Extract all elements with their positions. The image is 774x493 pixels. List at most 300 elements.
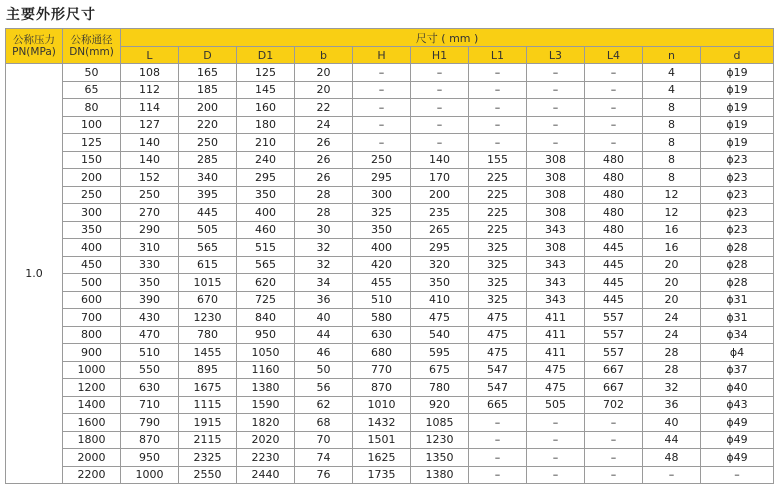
table-cell: –	[527, 64, 585, 82]
table-row	[6, 169, 774, 187]
table-cell: 240	[237, 151, 295, 169]
table-cell: 600	[63, 291, 121, 309]
table-cell: ϕ28	[701, 256, 774, 274]
table-row	[6, 466, 774, 484]
table-cell: 870	[353, 379, 411, 397]
table-cell: 515	[237, 239, 295, 257]
table-cell: 295	[411, 239, 469, 257]
table-cell: 350	[121, 274, 179, 292]
table-cell: 68	[295, 414, 353, 432]
table-row	[6, 326, 774, 344]
table-cell: 475	[411, 309, 469, 327]
table-row	[6, 361, 774, 379]
table-cell: 1000	[63, 361, 121, 379]
table-cell: –	[469, 81, 527, 99]
table-cell: 430	[121, 309, 179, 327]
table-row	[6, 309, 774, 327]
header-pn-line2: PN(MPa)	[12, 46, 56, 58]
table-cell: 100	[63, 116, 121, 134]
table-cell: 308	[527, 151, 585, 169]
table-cell: –	[585, 431, 643, 449]
table-cell: 700	[63, 309, 121, 327]
table-cell: ϕ37	[701, 361, 774, 379]
table-cell: 308	[527, 169, 585, 187]
column-header-h1: H1	[411, 47, 469, 64]
table-cell: 900	[63, 344, 121, 362]
table-cell: 667	[585, 379, 643, 397]
table-cell: 26	[295, 169, 353, 187]
table-cell: ϕ23	[701, 204, 774, 222]
column-header-l4: L4	[585, 47, 643, 64]
table-cell: 557	[585, 344, 643, 362]
table-cell: –	[527, 466, 585, 484]
table-cell: –	[585, 134, 643, 152]
table-cell: 1400	[63, 396, 121, 414]
table-cell: 295	[353, 169, 411, 187]
table-cell: 325	[469, 274, 527, 292]
column-header-l3: L3	[527, 47, 585, 64]
table-row	[6, 344, 774, 362]
table-cell: 32	[295, 239, 353, 257]
header-dn	[63, 29, 121, 64]
table-cell: –	[527, 81, 585, 99]
table-cell: 557	[585, 326, 643, 344]
table-cell: 250	[121, 186, 179, 204]
table-cell: 220	[179, 116, 237, 134]
table-cell: 670	[179, 291, 237, 309]
table-cell: 235	[411, 204, 469, 222]
table-cell: 343	[527, 291, 585, 309]
table-cell: 1915	[179, 414, 237, 432]
table-cell: –	[527, 134, 585, 152]
table-row	[6, 414, 774, 432]
table-cell: 505	[527, 396, 585, 414]
table-cell: 395	[179, 186, 237, 204]
table-cell: 28	[643, 344, 701, 362]
table-cell: 26	[295, 151, 353, 169]
table-cell: 24	[643, 326, 701, 344]
table-cell: 480	[585, 169, 643, 187]
table-cell: 200	[411, 186, 469, 204]
table-cell: 630	[121, 379, 179, 397]
table-cell: 8	[643, 151, 701, 169]
table-cell: 8	[643, 134, 701, 152]
table-cell: 300	[63, 204, 121, 222]
pn-cell: 1.0	[6, 64, 63, 484]
table-cell: 225	[469, 204, 527, 222]
table-cell: 550	[121, 361, 179, 379]
table-cell: –	[527, 431, 585, 449]
table-cell: –	[469, 134, 527, 152]
table-cell: –	[469, 466, 527, 484]
table-cell: 295	[237, 169, 295, 187]
table-cell: 34	[295, 274, 353, 292]
table-cell: 580	[353, 309, 411, 327]
table-cell: 320	[411, 256, 469, 274]
table-cell: 1010	[353, 396, 411, 414]
table-cell: 308	[527, 239, 585, 257]
table-cell: 2230	[237, 449, 295, 467]
table-cell: 40	[643, 414, 701, 432]
table-cell: 343	[527, 256, 585, 274]
table-cell: 557	[585, 309, 643, 327]
table-cell: 250	[353, 151, 411, 169]
column-header-l1: L1	[469, 47, 527, 64]
table-row	[6, 116, 774, 134]
table-cell: 140	[121, 134, 179, 152]
table-cell: 475	[469, 344, 527, 362]
table-cell: 565	[237, 256, 295, 274]
table-cell: 565	[179, 239, 237, 257]
table-cell: 112	[121, 81, 179, 99]
table-cell: 445	[179, 204, 237, 222]
table-row	[6, 186, 774, 204]
table-cell: 595	[411, 344, 469, 362]
table-row	[6, 134, 774, 152]
table-cell: 1820	[237, 414, 295, 432]
table-row	[6, 379, 774, 397]
table-cell: –	[585, 116, 643, 134]
table-cell: 480	[585, 221, 643, 239]
table-cell: 290	[121, 221, 179, 239]
table-cell: 400	[237, 204, 295, 222]
table-cell: –	[411, 64, 469, 82]
table-cell: 702	[585, 396, 643, 414]
column-header-l: L	[121, 47, 179, 64]
table-cell: 790	[121, 414, 179, 432]
table-cell: 310	[121, 239, 179, 257]
table-cell: 32	[295, 256, 353, 274]
table-cell: 20	[295, 81, 353, 99]
table-cell: 150	[63, 151, 121, 169]
table-cell: 325	[469, 291, 527, 309]
table-cell: 1380	[237, 379, 295, 397]
table-cell: 2115	[179, 431, 237, 449]
table-cell: 950	[237, 326, 295, 344]
table-cell: 343	[527, 221, 585, 239]
table-cell: 411	[527, 309, 585, 327]
table-cell: 950	[121, 449, 179, 467]
table-cell: –	[585, 449, 643, 467]
table-cell: 46	[295, 344, 353, 362]
table-cell: 420	[353, 256, 411, 274]
table-cell: 325	[469, 256, 527, 274]
table-cell: –	[469, 431, 527, 449]
table-cell: ϕ19	[701, 81, 774, 99]
table-cell: ϕ19	[701, 134, 774, 152]
table-cell: –	[353, 134, 411, 152]
table-row	[6, 396, 774, 414]
table-cell: 1590	[237, 396, 295, 414]
table-cell: 400	[63, 239, 121, 257]
table-cell: 210	[237, 134, 295, 152]
table-cell: 510	[121, 344, 179, 362]
table-cell: 140	[411, 151, 469, 169]
table-row	[6, 151, 774, 169]
table-cell: 1800	[63, 431, 121, 449]
table-cell: 1432	[353, 414, 411, 432]
table-cell: 1501	[353, 431, 411, 449]
table-cell: 350	[353, 221, 411, 239]
table-cell: 24	[643, 309, 701, 327]
table-cell: 127	[121, 116, 179, 134]
page-title: 主要外形尺寸	[6, 7, 96, 23]
table-cell: 50	[295, 361, 353, 379]
table-cell: 28	[295, 186, 353, 204]
table-cell: 160	[237, 99, 295, 117]
table-cell: 48	[643, 449, 701, 467]
table-cell: 665	[469, 396, 527, 414]
table-cell: 12	[643, 186, 701, 204]
table-cell: 1350	[411, 449, 469, 467]
table-cell: ϕ23	[701, 186, 774, 204]
table-cell: –	[585, 414, 643, 432]
table-cell: –	[527, 116, 585, 134]
table-cell: 445	[585, 256, 643, 274]
table-cell: 200	[63, 169, 121, 187]
table-cell: 411	[527, 326, 585, 344]
table-cell: 108	[121, 64, 179, 82]
table-cell: 630	[353, 326, 411, 344]
table-cell: 620	[237, 274, 295, 292]
table-cell: –	[585, 81, 643, 99]
header-dn-line2: DN(mm)	[69, 46, 114, 58]
table-cell: 1200	[63, 379, 121, 397]
table-cell: 400	[353, 239, 411, 257]
table-cell: 780	[411, 379, 469, 397]
table-cell: 80	[63, 99, 121, 117]
table-cell: ϕ31	[701, 291, 774, 309]
table-cell: 140	[121, 151, 179, 169]
table-cell: 8	[643, 169, 701, 187]
table-cell: –	[527, 449, 585, 467]
table-cell: 170	[411, 169, 469, 187]
table-cell: 16	[643, 221, 701, 239]
table-cell: 1455	[179, 344, 237, 362]
table-cell: ϕ19	[701, 116, 774, 134]
table-cell: –	[701, 466, 774, 484]
table-cell: 44	[295, 326, 353, 344]
table-cell: –	[411, 81, 469, 99]
table-cell: ϕ23	[701, 221, 774, 239]
table-cell: 475	[527, 379, 585, 397]
table-cell: ϕ43	[701, 396, 774, 414]
table-cell: ϕ49	[701, 414, 774, 432]
table-row	[6, 81, 774, 99]
table-cell: ϕ28	[701, 274, 774, 292]
table-cell: ϕ23	[701, 151, 774, 169]
table-cell: 350	[411, 274, 469, 292]
table-cell: ϕ49	[701, 449, 774, 467]
table-cell: –	[643, 466, 701, 484]
dimensions-table	[5, 28, 774, 484]
table-cell: ϕ40	[701, 379, 774, 397]
table-cell: 145	[237, 81, 295, 99]
table-cell: 20	[295, 64, 353, 82]
table-cell: 540	[411, 326, 469, 344]
header-dimensions-group: 尺寸 ( mm )	[121, 29, 774, 47]
table-cell: 225	[469, 169, 527, 187]
table-cell: 445	[585, 239, 643, 257]
column-header-d: d	[701, 47, 774, 64]
table-cell: 76	[295, 466, 353, 484]
table-cell: 12	[643, 204, 701, 222]
header-pn	[6, 29, 63, 64]
table-cell: 285	[179, 151, 237, 169]
table-cell: –	[527, 99, 585, 117]
table-cell: 1675	[179, 379, 237, 397]
column-header-h: H	[353, 47, 411, 64]
table-cell: 325	[353, 204, 411, 222]
table-cell: 710	[121, 396, 179, 414]
table-cell: –	[469, 116, 527, 134]
table-cell: 340	[179, 169, 237, 187]
table-row	[6, 204, 774, 222]
table-cell: 330	[121, 256, 179, 274]
table-cell: 480	[585, 151, 643, 169]
table-cell: 350	[63, 221, 121, 239]
table-cell: 475	[527, 361, 585, 379]
table-cell: 36	[643, 396, 701, 414]
table-cell: 1230	[411, 431, 469, 449]
table-cell: ϕ4	[701, 344, 774, 362]
table-cell: ϕ49	[701, 431, 774, 449]
table-row	[6, 239, 774, 257]
header-dn-line1: 公称通径	[70, 34, 113, 46]
table-cell: –	[585, 466, 643, 484]
table-cell: 840	[237, 309, 295, 327]
table-cell: 675	[411, 361, 469, 379]
table-cell: 8	[643, 116, 701, 134]
table-cell: 460	[237, 221, 295, 239]
table-row	[6, 221, 774, 239]
table-row	[6, 64, 774, 82]
table-cell: 36	[295, 291, 353, 309]
table-cell: –	[353, 81, 411, 99]
table-cell: 62	[295, 396, 353, 414]
table-cell: 325	[469, 239, 527, 257]
table-cell: 445	[585, 291, 643, 309]
table-cell: 74	[295, 449, 353, 467]
table-cell: 480	[585, 204, 643, 222]
table-row	[6, 291, 774, 309]
table-cell: 1230	[179, 309, 237, 327]
table-cell: 500	[63, 274, 121, 292]
table-cell: 1085	[411, 414, 469, 432]
table-cell: 800	[63, 326, 121, 344]
table-cell: ϕ23	[701, 169, 774, 187]
table-cell: 920	[411, 396, 469, 414]
table-cell: 2000	[63, 449, 121, 467]
table-cell: 16	[643, 239, 701, 257]
table-cell: 455	[353, 274, 411, 292]
table-cell: ϕ34	[701, 326, 774, 344]
table-cell: 480	[585, 186, 643, 204]
table-cell: 505	[179, 221, 237, 239]
table-cell: 125	[63, 134, 121, 152]
table-cell: 65	[63, 81, 121, 99]
table-cell: 1115	[179, 396, 237, 414]
table-cell: 152	[121, 169, 179, 187]
table-cell: 2550	[179, 466, 237, 484]
table-cell: –	[527, 414, 585, 432]
table-cell: 2325	[179, 449, 237, 467]
table-row	[6, 99, 774, 117]
table-cell: 20	[643, 274, 701, 292]
table-cell: 1050	[237, 344, 295, 362]
table-cell: 22	[295, 99, 353, 117]
table-cell: –	[469, 414, 527, 432]
table-cell: 20	[643, 256, 701, 274]
table-cell: 250	[179, 134, 237, 152]
table-cell: –	[469, 449, 527, 467]
table-cell: 870	[121, 431, 179, 449]
header-pn-line1: 公称压力	[13, 34, 55, 46]
table-cell: 547	[469, 379, 527, 397]
table-cell: 725	[237, 291, 295, 309]
table-cell: 4	[643, 64, 701, 82]
table-cell: 114	[121, 99, 179, 117]
table-cell: 70	[295, 431, 353, 449]
table-cell: 44	[643, 431, 701, 449]
table-cell: 2020	[237, 431, 295, 449]
table-cell: 547	[469, 361, 527, 379]
table-cell: 1625	[353, 449, 411, 467]
table-cell: 411	[527, 344, 585, 362]
table-cell: 4	[643, 81, 701, 99]
table-cell: 30	[295, 221, 353, 239]
table-cell: ϕ28	[701, 239, 774, 257]
table-cell: 1380	[411, 466, 469, 484]
table-cell: 28	[643, 361, 701, 379]
table-cell: 445	[585, 274, 643, 292]
table-cell: 410	[411, 291, 469, 309]
table-cell: 450	[63, 256, 121, 274]
table-row	[6, 256, 774, 274]
table-cell: 28	[295, 204, 353, 222]
table-row	[6, 449, 774, 467]
table-cell: 225	[469, 186, 527, 204]
table-cell: 1015	[179, 274, 237, 292]
table-cell: 20	[643, 291, 701, 309]
table-cell: ϕ19	[701, 99, 774, 117]
table-cell: –	[585, 64, 643, 82]
table-cell: 510	[353, 291, 411, 309]
table-cell: –	[411, 134, 469, 152]
table-cell: 680	[353, 344, 411, 362]
table-cell: 185	[179, 81, 237, 99]
table-cell: 225	[469, 221, 527, 239]
table-row	[6, 274, 774, 292]
table-cell: 1160	[237, 361, 295, 379]
table-cell: 56	[295, 379, 353, 397]
table-cell: 2440	[237, 466, 295, 484]
table-cell: –	[353, 116, 411, 134]
table-cell: –	[353, 64, 411, 82]
table-cell: 8	[643, 99, 701, 117]
table-cell: ϕ19	[701, 64, 774, 82]
table-cell: 40	[295, 309, 353, 327]
table-cell: –	[411, 99, 469, 117]
table-cell: –	[411, 116, 469, 134]
table-cell: 770	[353, 361, 411, 379]
table-cell: 300	[353, 186, 411, 204]
table-cell: 270	[121, 204, 179, 222]
table-cell: –	[469, 99, 527, 117]
column-header-b: b	[295, 47, 353, 64]
table-cell: 50	[63, 64, 121, 82]
table-cell: 343	[527, 274, 585, 292]
